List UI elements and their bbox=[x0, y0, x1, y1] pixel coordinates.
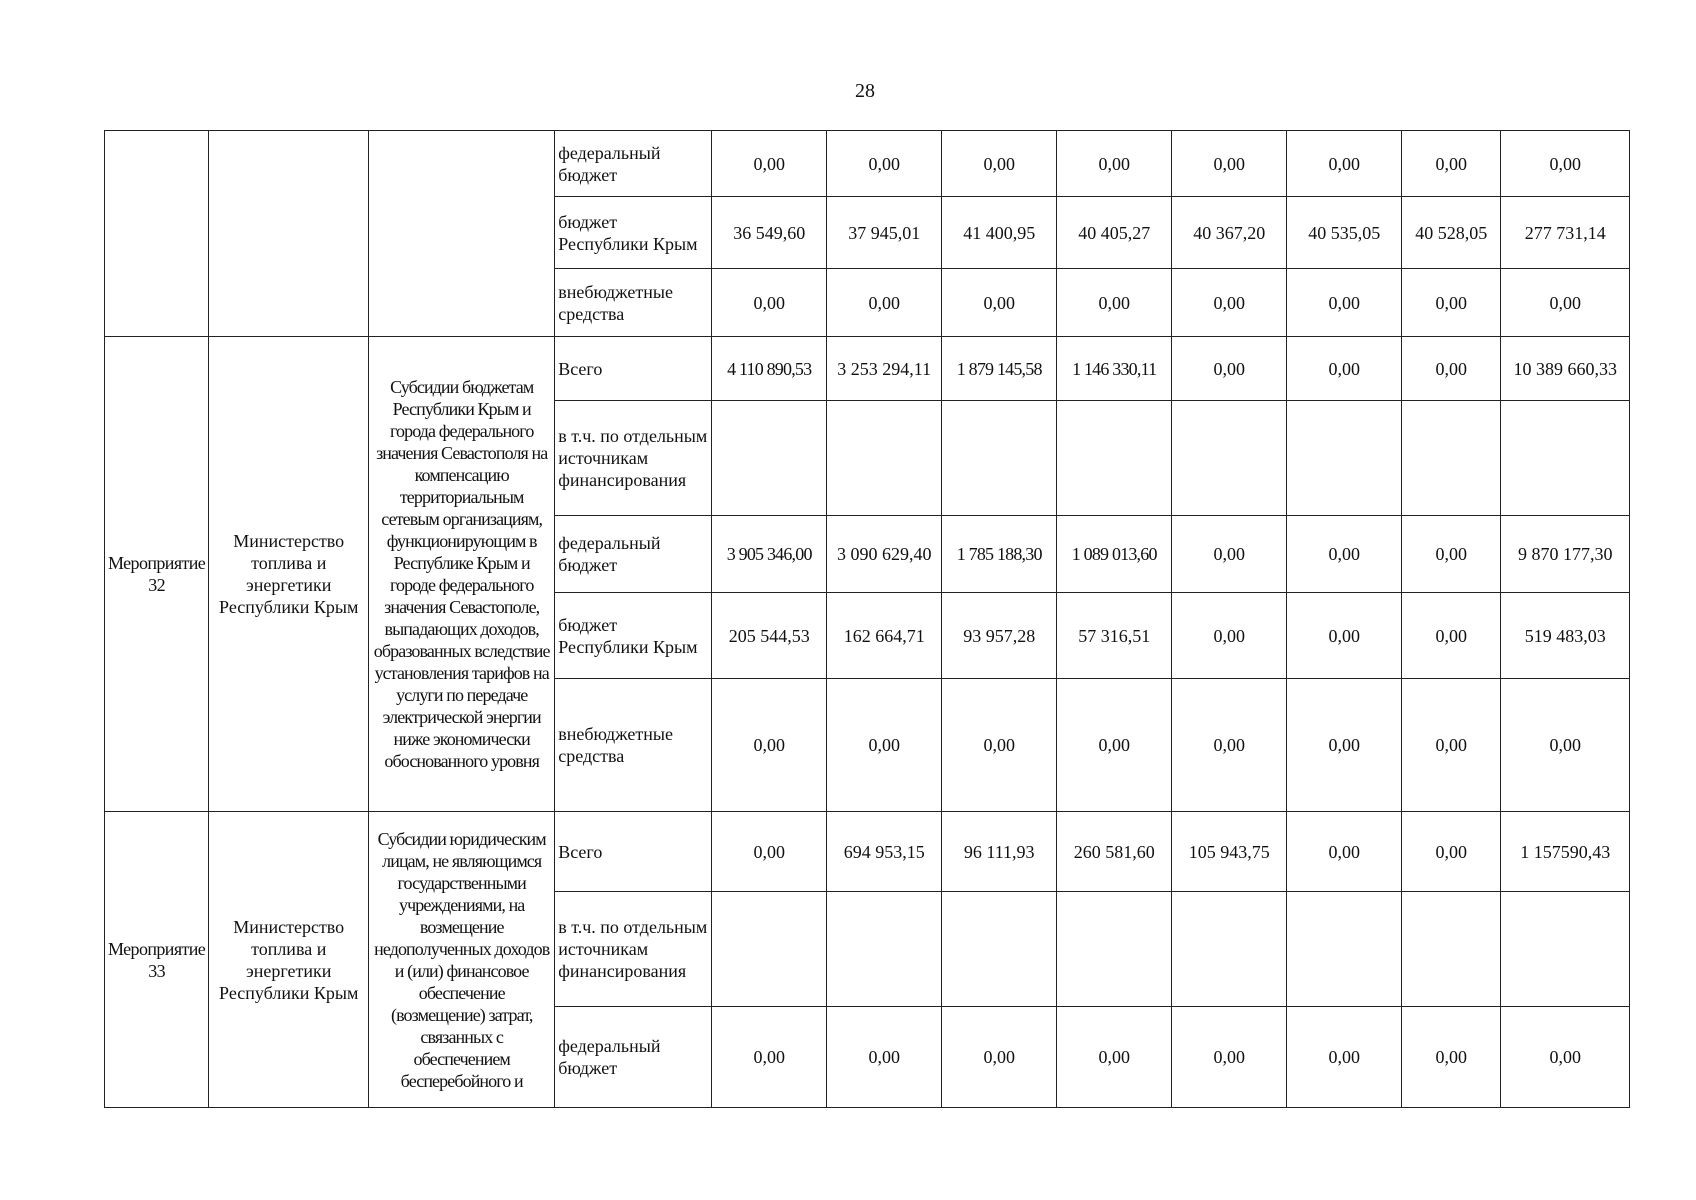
value-cell: 1 146 330,11 bbox=[1057, 337, 1172, 401]
value-cell: 0,00 bbox=[1172, 516, 1287, 593]
table-row bbox=[105, 131, 1630, 197]
value-cell: 4 110 890,53 bbox=[712, 337, 827, 401]
event-label: Мероприятие 33 bbox=[105, 812, 209, 1108]
value-cell: 0,00 bbox=[827, 679, 942, 812]
value-cell bbox=[827, 401, 942, 516]
ministry-cell: Министерство топлива и энергетики Республики Крым bbox=[209, 337, 369, 812]
value-cell: 3 905 346,00 bbox=[712, 516, 827, 593]
value-cell bbox=[942, 401, 1057, 516]
value-cell bbox=[1402, 401, 1501, 516]
value-cell: 96 111,93 bbox=[942, 812, 1057, 892]
value-cell bbox=[1402, 892, 1501, 1007]
total-cell bbox=[1501, 401, 1630, 516]
value-cell: 0,00 bbox=[942, 131, 1057, 197]
value-cell: 1 879 145,58 bbox=[942, 337, 1057, 401]
value-cell: 0,00 bbox=[1287, 812, 1402, 892]
total-cell: 9 870 177,30 bbox=[1501, 516, 1630, 593]
value-cell: 0,00 bbox=[942, 1007, 1057, 1108]
value-cell: 0,00 bbox=[1402, 1007, 1501, 1108]
value-cell: 0,00 bbox=[1057, 679, 1172, 812]
value-cell bbox=[1057, 401, 1172, 516]
source-cell: в т.ч. по отдельным источникам финансирования bbox=[555, 401, 712, 516]
value-cell bbox=[1172, 892, 1287, 1007]
value-cell: 93 957,28 bbox=[942, 593, 1057, 679]
source-cell: федеральный бюджет bbox=[555, 516, 712, 593]
value-cell: 0,00 bbox=[1402, 131, 1501, 197]
value-cell bbox=[942, 892, 1057, 1007]
value-cell: 0,00 bbox=[827, 131, 942, 197]
value-cell: 260 581,60 bbox=[1057, 812, 1172, 892]
value-cell: 0,00 bbox=[1402, 593, 1501, 679]
description-cell: Субсидии юридическим лицам, не являющимся государственными учреждениями, на возмещение недополученных доходов и (или) финансовое обеспечение (возмещение) затрат, связанных с обеспечением бесперебойного и bbox=[369, 812, 555, 1108]
prev-event-cell bbox=[105, 131, 209, 337]
value-cell: 36 549,60 bbox=[712, 197, 827, 269]
prev-ministry-cell bbox=[209, 131, 369, 337]
value-cell: 0,00 bbox=[1057, 131, 1172, 197]
value-cell bbox=[1287, 401, 1402, 516]
source-cell: бюджет Республики Крым bbox=[555, 197, 712, 269]
value-cell: 0,00 bbox=[1172, 679, 1287, 812]
value-cell: 0,00 bbox=[1172, 1007, 1287, 1108]
value-cell: 105 943,75 bbox=[1172, 812, 1287, 892]
source-cell: бюджет Республики Крым bbox=[555, 593, 712, 679]
total-cell: 0,00 bbox=[1501, 131, 1630, 197]
prev-description-cell bbox=[369, 131, 555, 337]
total-cell bbox=[1501, 892, 1630, 1007]
page-number: 28 bbox=[855, 80, 875, 102]
total-cell: 10 389 660,33 bbox=[1501, 337, 1630, 401]
value-cell: 0,00 bbox=[1402, 269, 1501, 337]
value-cell: 0,00 bbox=[1287, 337, 1402, 401]
table-row bbox=[105, 812, 1630, 892]
value-cell: 1 089 013,60 bbox=[1057, 516, 1172, 593]
value-cell: 694 953,15 bbox=[827, 812, 942, 892]
value-cell: 37 945,01 bbox=[827, 197, 942, 269]
value-cell: 0,00 bbox=[827, 1007, 942, 1108]
value-cell bbox=[712, 401, 827, 516]
value-cell: 0,00 bbox=[827, 269, 942, 337]
value-cell: 0,00 bbox=[942, 679, 1057, 812]
value-cell: 0,00 bbox=[1172, 131, 1287, 197]
value-cell: 40 528,05 bbox=[1402, 197, 1501, 269]
total-cell: 0,00 bbox=[1501, 1007, 1630, 1108]
event-label: Мероприятие 32 bbox=[105, 337, 209, 812]
total-cell: 0,00 bbox=[1501, 679, 1630, 812]
value-cell: 0,00 bbox=[1057, 269, 1172, 337]
table-row bbox=[105, 337, 1630, 401]
value-cell: 0,00 bbox=[1402, 337, 1501, 401]
value-cell bbox=[712, 892, 827, 1007]
value-cell: 0,00 bbox=[712, 679, 827, 812]
value-cell bbox=[1057, 892, 1172, 1007]
value-cell: 162 664,71 bbox=[827, 593, 942, 679]
total-cell: 1 157590,43 bbox=[1501, 812, 1630, 892]
value-cell bbox=[827, 892, 942, 1007]
source-cell: Всего bbox=[555, 812, 712, 892]
value-cell: 0,00 bbox=[1172, 593, 1287, 679]
value-cell: 41 400,95 bbox=[942, 197, 1057, 269]
value-cell: 3 090 629,40 bbox=[827, 516, 942, 593]
value-cell: 0,00 bbox=[1287, 679, 1402, 812]
source-cell: Всего bbox=[555, 337, 712, 401]
total-cell: 519 483,03 bbox=[1501, 593, 1630, 679]
value-cell: 0,00 bbox=[1057, 1007, 1172, 1108]
source-cell: внебюджетные средства bbox=[555, 269, 712, 337]
value-cell: 40 367,20 bbox=[1172, 197, 1287, 269]
value-cell: 0,00 bbox=[1402, 516, 1501, 593]
source-cell: в т.ч. по отдельным источникам финансирования bbox=[555, 892, 712, 1007]
value-cell: 0,00 bbox=[1287, 516, 1402, 593]
value-cell: 0,00 bbox=[1172, 337, 1287, 401]
value-cell: 40 535,05 bbox=[1287, 197, 1402, 269]
total-cell: 0,00 bbox=[1501, 269, 1630, 337]
value-cell: 205 544,53 bbox=[712, 593, 827, 679]
total-cell: 277 731,14 bbox=[1501, 197, 1630, 269]
value-cell: 0,00 bbox=[1402, 679, 1501, 812]
source-cell: федеральный бюджет bbox=[555, 1007, 712, 1108]
value-cell: 0,00 bbox=[942, 269, 1057, 337]
value-cell bbox=[1172, 401, 1287, 516]
description-cell: Субсидии бюджетам Республики Крым и города федерального значения Севастополя на компенсацию территориальным сетевым организациям, функционирующим в Республике Крым и городе федерального значения Севастополе, выпадающих доходов, образованных вследствие установления тарифов на услуги по передаче электрической энергии ниже экономически обоснованного уровня bbox=[369, 337, 555, 812]
value-cell: 0,00 bbox=[1172, 269, 1287, 337]
value-cell: 57 316,51 bbox=[1057, 593, 1172, 679]
value-cell: 0,00 bbox=[1287, 269, 1402, 337]
value-cell: 0,00 bbox=[712, 131, 827, 197]
value-cell: 0,00 bbox=[1287, 131, 1402, 197]
value-cell: 1 785 188,30 bbox=[942, 516, 1057, 593]
value-cell: 0,00 bbox=[1402, 812, 1501, 892]
value-cell: 0,00 bbox=[712, 1007, 827, 1108]
source-cell: внебюджетные средства bbox=[555, 679, 712, 812]
value-cell: 0,00 bbox=[1287, 593, 1402, 679]
budget-table bbox=[104, 130, 1630, 1108]
value-cell: 40 405,27 bbox=[1057, 197, 1172, 269]
ministry-cell: Министерство топлива и энергетики Республики Крым bbox=[209, 812, 369, 1108]
value-cell: 3 253 294,11 bbox=[827, 337, 942, 401]
value-cell bbox=[1287, 892, 1402, 1007]
value-cell: 0,00 bbox=[712, 269, 827, 337]
source-cell: федеральный бюджет bbox=[555, 131, 712, 197]
value-cell: 0,00 bbox=[712, 812, 827, 892]
value-cell: 0,00 bbox=[1287, 1007, 1402, 1108]
